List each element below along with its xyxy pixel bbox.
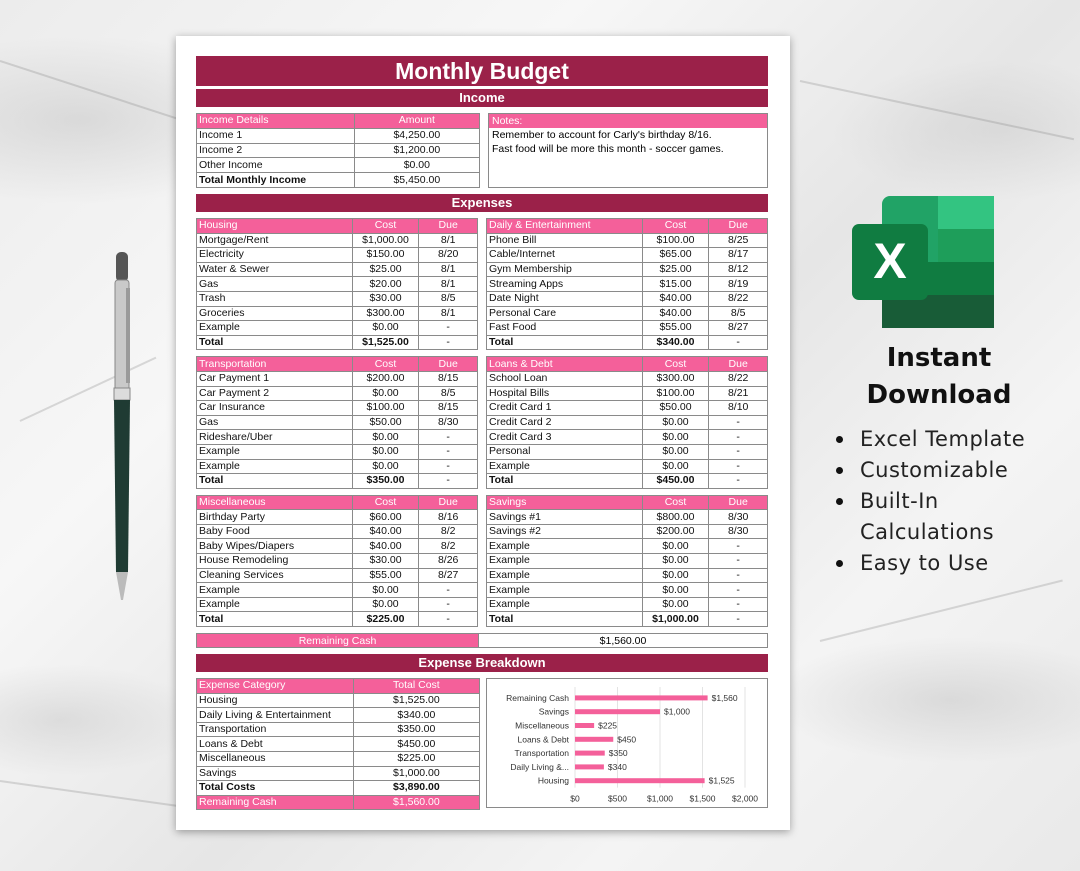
table-row: Example $0.00 -: [487, 583, 768, 598]
table-header: Due: [709, 219, 768, 234]
table-row: Housing $1,525.00: [197, 693, 480, 708]
table-row: Personal Care $40.00 8/5: [487, 306, 768, 321]
notes-header: Notes:: [489, 114, 767, 128]
expense-table-miscellaneous: [196, 495, 478, 627]
table-row: Daily Living & Entertainment $340.00: [197, 708, 480, 723]
chart-category-label: Daily Living &...: [510, 761, 569, 772]
table-row: Gas $20.00 8/1: [197, 277, 478, 292]
table-row: Phone Bill $100.00 8/25: [487, 233, 768, 248]
page-title: Monthly Budget: [196, 56, 768, 86]
expense-chart: [486, 678, 768, 808]
chart-category-label: Savings: [538, 706, 569, 717]
table-header: Daily & Entertainment: [487, 219, 643, 234]
table-header: Due: [419, 219, 478, 234]
table-header: Miscellaneous: [197, 495, 353, 510]
chart-data-label: $340: [607, 761, 627, 772]
chart-category-label: Miscellaneous: [515, 720, 569, 731]
table-row: Total $350.00 -: [197, 474, 478, 489]
table-row: Hospital Bills $100.00 8/21: [487, 386, 768, 401]
table-row: Savings $1,000.00: [197, 766, 480, 781]
chart-bar: [575, 778, 705, 783]
table-row: Credit Card 2 $0.00 -: [487, 415, 768, 430]
table-row: Gas $50.00 8/30: [197, 415, 478, 430]
income-header-details: Income Details: [197, 114, 355, 129]
chart-data-label: $1,000: [664, 706, 690, 717]
budget-sheet: [176, 36, 790, 830]
table-row: Total $1,525.00 -: [197, 335, 478, 350]
table-row: Example $0.00 -: [197, 597, 478, 612]
table-row: Birthday Party $60.00 8/16: [197, 510, 478, 525]
feature-item: Easy to Use: [836, 548, 1025, 579]
table-row: Remaining Cash $1,560.00: [197, 795, 480, 810]
table-row: Groceries $300.00 8/1: [197, 306, 478, 321]
table-row: Total Costs $3,890.00: [197, 781, 480, 796]
pen-image: [104, 252, 140, 602]
table-row: Example $0.00 -: [487, 568, 768, 583]
table-row: Example $0.00 -: [197, 583, 478, 598]
table-header: Due: [419, 357, 478, 372]
chart-data-label: $1,560: [711, 692, 738, 703]
table-row: Total $1,000.00 -: [487, 612, 768, 627]
table-row: Cleaning Services $55.00 8/27: [197, 568, 478, 583]
income-table: [196, 113, 480, 188]
table-row: Rideshare/Uber $0.00 -: [197, 430, 478, 445]
table-row: Savings #2 $200.00 8/30: [487, 524, 768, 539]
table-header: Cost: [642, 495, 709, 510]
table-header: Cost: [352, 219, 419, 234]
chart-data-label: $225: [598, 720, 618, 731]
chart-x-tick-label: $1,000: [647, 793, 673, 804]
table-header: Cost: [642, 357, 709, 372]
expense-table-savings: [486, 495, 768, 627]
income-header-amount: Amount: [354, 114, 479, 129]
table-row: Example $0.00 -: [487, 554, 768, 569]
table-header: Savings: [487, 495, 643, 510]
heading-line: Download: [866, 380, 1012, 410]
remaining-cash-value: $1,560.00: [479, 633, 768, 648]
table-header: Due: [419, 495, 478, 510]
expenses-section-header: Expenses: [196, 194, 768, 212]
table-row: Gym Membership $25.00 8/12: [487, 262, 768, 277]
table-row: Miscellaneous $225.00: [197, 752, 480, 767]
expense-table-loans-debt: [486, 356, 768, 488]
expense-bar-chart: [487, 679, 767, 807]
table-row: Car Payment 2 $0.00 8/5: [197, 386, 478, 401]
table-row: Example $0.00 -: [487, 597, 768, 612]
chart-bar: [575, 709, 660, 714]
table-row: Car Insurance $100.00 8/15: [197, 401, 478, 416]
excel-icon: [852, 196, 994, 328]
table-header: Due: [709, 357, 768, 372]
feature-item: Calculations: [860, 520, 995, 544]
chart-category-label: Transportation: [514, 748, 569, 759]
feature-item: Excel Template: [836, 424, 1025, 455]
table-row: Total $450.00 -: [487, 474, 768, 489]
chart-data-label: $450: [617, 734, 637, 745]
table-row: Car Payment 1 $200.00 8/15: [197, 371, 478, 386]
table-row: Mortgage/Rent $1,000.00 8/1: [197, 233, 478, 248]
table-row: Personal $0.00 -: [487, 444, 768, 459]
chart-bar: [575, 751, 605, 756]
chart-data-label: $1,525: [708, 775, 735, 786]
table-row: Example $0.00 -: [487, 459, 768, 474]
chart-bar: [575, 737, 613, 742]
breakdown-header-cost: Total Cost: [353, 679, 479, 694]
chart-x-tick-label: $500: [608, 793, 627, 804]
table-row: Credit Card 1 $50.00 8/10: [487, 401, 768, 416]
remaining-cash-label: Remaining Cash: [196, 633, 479, 648]
chart-x-tick-label: $2,000: [732, 793, 758, 804]
table-header: Cost: [352, 495, 419, 510]
table-row: Savings #1 $800.00 8/30: [487, 510, 768, 525]
notes-box: [488, 113, 768, 188]
chart-category-label: Remaining Cash: [506, 692, 569, 703]
table-header: Loans & Debt: [487, 357, 643, 372]
note-line: Remember to account for Carly's birthday 8/16.: [492, 129, 712, 141]
chart-category-label: Housing: [537, 775, 569, 786]
table-row: Baby Wipes/Diapers $40.00 8/2: [197, 539, 478, 554]
table-row: Example $0.00 -: [487, 539, 768, 554]
table-row: Example $0.00 -: [197, 459, 478, 474]
table-header: Cost: [352, 357, 419, 372]
expense-table-transportation: [196, 356, 478, 488]
feature-list: [836, 424, 1025, 579]
expense-table-housing: [196, 218, 478, 350]
table-header: Cost: [642, 219, 709, 234]
table-row: Electricity $150.00 8/20: [197, 248, 478, 263]
breakdown-table: [196, 678, 480, 810]
table-row: Total $225.00 -: [197, 612, 478, 627]
chart-bar: [575, 695, 708, 700]
table-row: Example $0.00 -: [197, 321, 478, 336]
chart-x-tick-label: $1,500: [689, 793, 716, 804]
table-row: Other Income $0.00: [197, 158, 480, 173]
table-row: Streaming Apps $15.00 8/19: [487, 277, 768, 292]
breakdown-section-header: Expense Breakdown: [196, 654, 768, 672]
heading-line: Instant: [886, 343, 992, 373]
table-row: Income 1 $4,250.00: [197, 128, 480, 143]
table-row: Transportation $350.00: [197, 722, 480, 737]
remaining-cash-row: [196, 633, 768, 648]
table-header: Due: [709, 495, 768, 510]
feature-item: Built-In: [836, 486, 1025, 517]
instant-download-heading: [850, 340, 1028, 414]
table-row: School Loan $300.00 8/22: [487, 371, 768, 386]
table-row: Baby Food $40.00 8/2: [197, 524, 478, 539]
income-section-header: Income: [196, 89, 768, 107]
chart-x-tick-label: $0: [570, 793, 580, 804]
feature-item: Customizable: [836, 455, 1025, 486]
table-row: Total Monthly Income $5,450.00: [197, 173, 480, 188]
expense-table-daily-entertainment: [486, 218, 768, 350]
table-row: Loans & Debt $450.00: [197, 737, 480, 752]
table-row: Income 2 $1,200.00: [197, 143, 480, 158]
table-header: Housing: [197, 219, 353, 234]
table-row: Cable/Internet $65.00 8/17: [487, 248, 768, 263]
breakdown-header-category: Expense Category: [197, 679, 354, 694]
table-row: Water & Sewer $25.00 8/1: [197, 262, 478, 277]
chart-bar: [575, 764, 604, 769]
table-header: Transportation: [197, 357, 353, 372]
table-row: Fast Food $55.00 8/27: [487, 321, 768, 336]
chart-category-label: Loans & Debt: [517, 734, 569, 745]
chart-bar: [575, 723, 594, 728]
excel-icon-letter: X: [873, 233, 907, 289]
table-row: Total $340.00 -: [487, 335, 768, 350]
table-row: House Remodeling $30.00 8/26: [197, 554, 478, 569]
table-row: Date Night $40.00 8/22: [487, 291, 768, 306]
note-line: Fast food will be more this month - soccer games.: [492, 143, 724, 155]
chart-data-label: $350: [608, 748, 628, 759]
table-row: Credit Card 3 $0.00 -: [487, 430, 768, 445]
table-row: Example $0.00 -: [197, 444, 478, 459]
table-row: Trash $30.00 8/5: [197, 291, 478, 306]
